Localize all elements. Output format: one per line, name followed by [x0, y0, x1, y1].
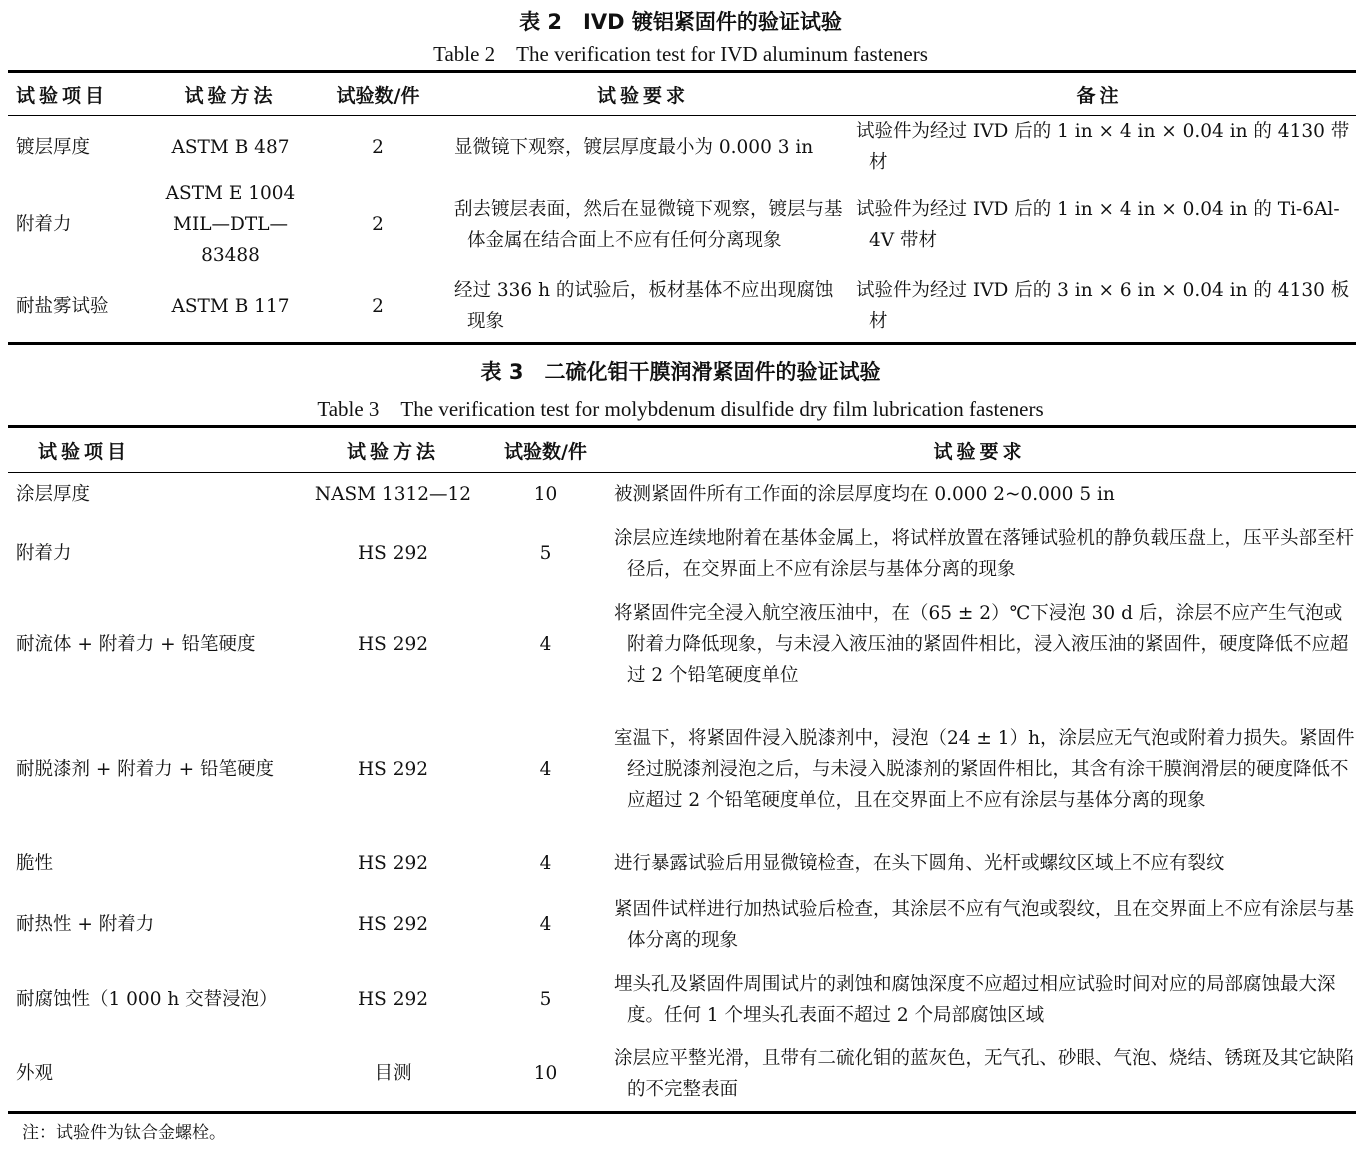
- remark-cell: [843, 116, 1356, 179]
- table-row: [8, 887, 1356, 963]
- requirement-text: 被测紧固件所有工作面的涂层厚度均在 0.000 2~0.000 5 in: [614, 484, 1115, 506]
- item-cell: 附着力: [16, 543, 72, 564]
- method-cell: HS 292: [358, 759, 428, 780]
- requirement-cell: [603, 841, 1356, 887]
- method-cell: HS 292: [358, 989, 428, 1010]
- table-row: [8, 699, 1356, 841]
- count-cell: 4: [539, 853, 552, 874]
- method-cell: HS 292: [358, 853, 428, 874]
- item-cell: 涂层厚度: [16, 484, 91, 506]
- table-row: [8, 271, 1356, 343]
- remark-cell: [843, 271, 1356, 343]
- table-row: [8, 1037, 1356, 1113]
- table3-header-method: 试验方法: [298, 427, 488, 473]
- table-row: [8, 473, 1356, 517]
- requirement-text: 显微镜下观察，镀层厚度最小为 0.000 3 in: [454, 136, 814, 158]
- requirement-text: 刮去镀层表面，然后在显微镜下观察，镀层与基体金属在结合面上不应有任何分离现象: [454, 198, 843, 251]
- remark-text: 试验件为经过 IVD 后的 1 in × 4 in × 0.04 in 的 Ti-6Al-4V 带材: [856, 198, 1340, 251]
- count-cell: 2: [313, 271, 443, 343]
- table2: [8, 70, 1356, 345]
- table3-header-item: 试验项目: [8, 427, 298, 473]
- count-cell: 10: [488, 1037, 603, 1113]
- requirement-text: 埋头孔及紧固件周围试片的剥蚀和腐蚀深度不应超过相应试验时间对应的局部腐蚀最大深度。任何 1 个埋头孔表面不超过 2 个局部腐蚀区域: [614, 973, 1336, 1026]
- requirement-cell: [443, 116, 843, 179]
- table3-header-count: 试验数/件: [488, 427, 603, 473]
- requirement-text: 涂层应连续地附着在基体金属上，将试样放置在落锤试验机的静负载压盘上，压平头部至杆径后，在交界面上不应有涂层与基体分离的现象: [614, 527, 1355, 580]
- item-cell: 耐热性 + 附着力: [16, 914, 155, 935]
- requirement-cell: [603, 591, 1356, 699]
- count-cell: 4: [539, 759, 552, 780]
- method-cell: [148, 178, 313, 271]
- table-row: [8, 963, 1356, 1037]
- item-cell: 耐脱漆剂 + 附着力 + 铅笔硬度: [16, 759, 275, 780]
- requirement-cell: [603, 473, 1356, 517]
- table3-header-row: [8, 427, 1356, 473]
- count-cell: 10: [533, 484, 558, 506]
- method-cell: ASTM B 117: [148, 271, 313, 343]
- item-cell: 镀层厚度: [16, 136, 91, 158]
- table2-header-item: 试验项目: [8, 72, 148, 116]
- table-row: [8, 841, 1356, 887]
- method-cell: HS 292: [358, 543, 428, 564]
- method-line-1: ASTM E 1004: [165, 183, 296, 204]
- table-row: [8, 591, 1356, 699]
- item-cell: 外观: [8, 1037, 298, 1113]
- item-cell: 耐流体 + 附着力 + 铅笔硬度: [16, 634, 256, 655]
- requirement-text: 经过 336 h 的试验后，板材基体不应出现腐蚀现象: [454, 280, 834, 333]
- table3-title-en: Table 3 The verification test for molybdenum disulfide dry film lubrication fasteners: [317, 397, 1044, 421]
- method-cell: 目测: [298, 1037, 488, 1113]
- count-cell: 4: [539, 634, 552, 655]
- count-cell: 2: [372, 136, 384, 158]
- table2-header-method: 试验方法: [148, 72, 313, 116]
- table2-header-requirement: 试验要求: [443, 72, 843, 116]
- table2-header-remark: 备注: [843, 72, 1356, 116]
- table-row: [8, 116, 1356, 179]
- table3-header-requirement: 试验要求: [603, 427, 1356, 473]
- table2-title-cn: 表 2 IVD 镀铝紧固件的验证试验: [519, 10, 842, 34]
- requirement-cell: [603, 699, 1356, 841]
- requirement-cell: [443, 178, 843, 271]
- item-cell: 脆性: [16, 853, 54, 874]
- item-cell: 附着力: [16, 214, 72, 235]
- count-cell: 5: [539, 543, 552, 564]
- table2-header-count: 试验数/件: [313, 72, 443, 116]
- method-cell: HS 292: [358, 634, 428, 655]
- requirement-text: 涂层应平整光滑，且带有二硫化钼的蓝灰色，无气孔、砂眼、气泡、烧结、锈斑及其它缺陷的不完整表面: [614, 1047, 1355, 1100]
- table-footnote: 注：试验件为钛合金螺栓。: [22, 1123, 226, 1143]
- count-cell: 5: [539, 989, 552, 1010]
- requirement-text: 紧固件试样进行加热试验后检查，其涂层不应有气泡或裂纹，且在交界面上不应有涂层与基体分离的现象: [614, 898, 1355, 951]
- requirement-cell: [603, 887, 1356, 963]
- method-cell: NASM 1312—12: [314, 484, 472, 506]
- method-line-2: MIL—DTL—83488: [173, 214, 288, 266]
- table3: [8, 425, 1356, 1114]
- count-cell: 4: [539, 914, 552, 935]
- remark-text: 试验件为经过 IVD 后的 3 in × 6 in × 0.04 in 的 4130 板材: [856, 280, 1350, 333]
- method-cell: ASTM B 487: [171, 136, 290, 158]
- table2-title-en: Table 2 The verification test for IVD aluminum fasteners: [433, 42, 928, 66]
- requirement-text: 室温下，将紧固件浸入脱漆剂中，浸泡（24 ± 1）h，涂层应无气泡或附着力损失。紧固件经过脱漆剂浸泡之后，与未浸入脱漆剂的紧固件相比，其含有涂干膜润滑层的硬度降低不应超过 2 个铅笔硬度单位，且在交界面上不应有涂层与基体分离的现象: [614, 728, 1355, 811]
- item-cell: 耐盐雾试验: [8, 271, 148, 343]
- requirement-cell: [603, 1037, 1356, 1113]
- requirement-text: 进行暴露试验后用显微镜检查，在头下圆角、光杆或螺纹区域上不应有裂纹: [614, 853, 1225, 874]
- table3-title-cn: 表 3 二硫化钼干膜润滑紧固件的验证试验: [480, 360, 881, 384]
- remark-text: 试验件为经过 IVD 后的 1 in × 4 in × 0.04 in 的 4130 带材: [856, 121, 1350, 173]
- method-cell: HS 292: [358, 914, 428, 935]
- requirement-cell: [603, 517, 1356, 591]
- count-cell: 2: [372, 214, 384, 235]
- table-row: [8, 517, 1356, 591]
- requirement-text: 将紧固件完全浸入航空液压油中，在（65 ± 2）℃下浸泡 30 d 后，涂层不应产生气泡或附着力降低现象，与未浸入液压油的紧固件相比，浸入液压油的紧固件，硬度降低不应超过 2 个铅笔硬度单位: [614, 603, 1349, 686]
- requirement-cell: [603, 963, 1356, 1037]
- item-cell: 耐腐蚀性（1 000 h 交替浸泡）: [16, 989, 278, 1010]
- requirement-cell: [443, 271, 843, 343]
- table-row: [8, 178, 1356, 271]
- table2-header-row: [8, 72, 1356, 116]
- remark-cell: [843, 178, 1356, 271]
